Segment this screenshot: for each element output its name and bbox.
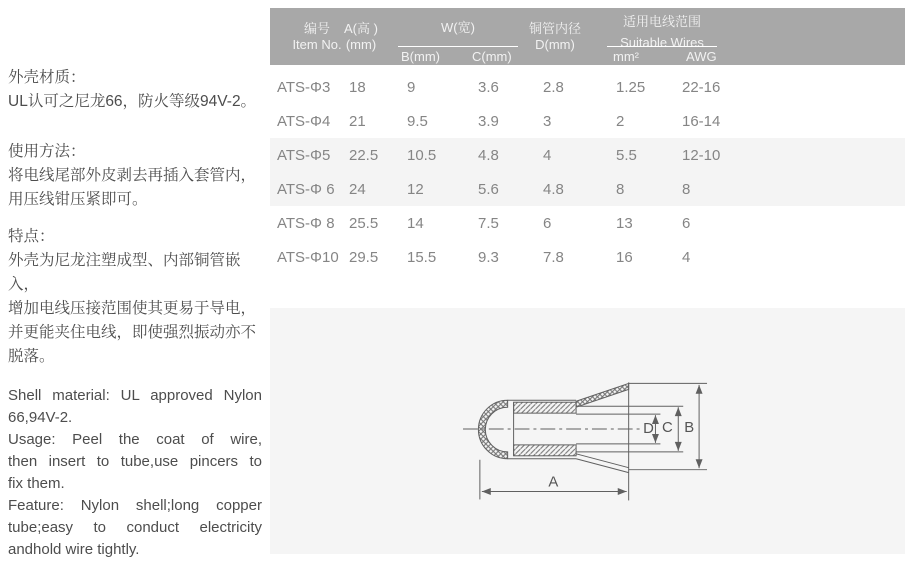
cn-line: 脱落。 (8, 348, 55, 365)
header-c-label: C(mm) (472, 49, 512, 64)
flare-top (576, 383, 629, 407)
cn-line: 增加电线压接范围使其更易于导电， (8, 300, 257, 317)
cell-a: 22.5 (349, 146, 379, 164)
cell-b: 14 (407, 214, 424, 232)
en-line: tube;easy to conduct electricity (8, 519, 262, 536)
table-row (270, 172, 905, 206)
cn-line: 外壳为尼龙注塑成型、内部铜管嵌入， (8, 252, 241, 293)
cell-awg: 22-16 (682, 78, 721, 96)
cell-d: 7.8 (543, 248, 564, 266)
header-wires-sub (607, 46, 717, 64)
en-line: then insert to tube,use pincers to (8, 453, 262, 470)
diagram-panel (270, 308, 905, 554)
cell-item-no: ATS-Φ 6 (277, 180, 335, 198)
cn-paragraph-feature (8, 225, 262, 369)
header-item-cn: 编号 (303, 21, 330, 36)
en-line: 66,94V-2. (8, 409, 73, 426)
en-line: Shell material: UL approved Nylon (8, 387, 262, 404)
cell-awg: 8 (682, 180, 691, 198)
header-wires-cn: 适用电线范围 (622, 14, 701, 29)
cell-item-no: ATS-Φ10 (277, 248, 339, 266)
cell-b: 9.5 (407, 112, 428, 130)
dim-label-a: A (548, 474, 559, 491)
en-line: fix them. (8, 475, 65, 492)
header-w-label: W(宽) (441, 20, 475, 35)
cell-c: 9.3 (478, 248, 499, 266)
header-group-wires (607, 8, 717, 65)
en-line: Feature: Nylon shell;long copper (8, 497, 262, 514)
connector-diagram (270, 308, 905, 554)
en-line: andhold wire tightly. (8, 541, 140, 558)
header-item-en: Item No. (292, 37, 342, 52)
table-row (270, 70, 905, 104)
header-w-sub (398, 46, 518, 64)
cn-line: 使用方法： (8, 143, 86, 160)
header-mm2-label: mm² (613, 49, 639, 64)
cell-awg: 12-10 (682, 146, 721, 164)
table-row (270, 206, 905, 240)
cell-item-no: ATS-Φ3 (277, 78, 331, 96)
cn-line: 用压线钳压紧即可。 (8, 191, 148, 208)
en-description (8, 385, 262, 561)
header-b-label: B(mm) (401, 49, 440, 64)
table-row (270, 240, 905, 274)
header-a-unit: (mm) (345, 37, 377, 52)
cell-item-no: ATS-Φ4 (277, 112, 331, 130)
cell-item-no: ATS-Φ5 (277, 146, 331, 164)
cell-d: 2.8 (543, 78, 564, 96)
cell-a: 24 (349, 180, 366, 198)
dim-label-c: C (661, 419, 673, 436)
header-awg-label: AWG (686, 49, 717, 64)
table-row (270, 138, 905, 172)
header-d-cn: 铜管内径 (528, 21, 581, 36)
cn-paragraph-material (8, 66, 262, 114)
cell-mm2: 8 (616, 180, 625, 198)
cell-mm2: 2 (616, 112, 625, 130)
cn-line: 特点： (8, 228, 55, 245)
copper-tube-bottom (514, 445, 576, 456)
cn-line: UL认可之尼龙66，防火等级94V-2。 (8, 93, 257, 110)
cell-c: 7.5 (478, 214, 499, 232)
table-header (270, 8, 905, 65)
cell-d: 4 (543, 146, 552, 164)
spec-table-body (270, 70, 905, 274)
cell-mm2: 1.25 (616, 78, 646, 96)
cell-mm2: 13 (616, 214, 633, 232)
cell-item-no: ATS-Φ 8 (277, 214, 335, 232)
cell-c: 3.9 (478, 112, 499, 130)
en-line: Usage: Peel the coat of wire, (8, 431, 262, 448)
cell-a: 21 (349, 112, 366, 130)
header-wires-en: Suitable Wires (620, 35, 704, 50)
cell-b: 15.5 (407, 248, 437, 266)
cell-b: 10.5 (407, 146, 437, 164)
dim-label-d: D (643, 420, 654, 437)
dim-label-b: B (684, 419, 695, 436)
cell-b: 12 (407, 180, 424, 198)
header-group-w (398, 8, 518, 65)
header-a-cn: A(高 ) (344, 21, 378, 36)
cell-awg: 6 (682, 214, 691, 232)
cell-a: 25.5 (349, 214, 379, 232)
cell-mm2: 16 (616, 248, 633, 266)
cell-a: 18 (349, 78, 366, 96)
table-row (270, 104, 905, 138)
cell-a: 29.5 (349, 248, 379, 266)
cell-d: 3 (543, 112, 552, 130)
cell-awg: 16-14 (682, 112, 721, 130)
header-group-d (520, 8, 590, 78)
cell-mm2: 5.5 (616, 146, 637, 164)
cn-line: 外壳材质： (8, 69, 86, 86)
cell-c: 4.8 (478, 146, 499, 164)
cell-c: 5.6 (478, 180, 499, 198)
cn-line: 并更能夹住电线，即使强烈振动亦不 (8, 324, 257, 341)
cn-line: 将电线尾部外皮剥去再插入套管内， (8, 167, 257, 184)
header-d-label: D(mm) (535, 37, 575, 52)
cn-paragraph-usage (8, 140, 262, 212)
cell-c: 3.6 (478, 78, 499, 96)
cell-d: 6 (543, 214, 552, 232)
left-panel (8, 66, 262, 561)
cell-d: 4.8 (543, 180, 564, 198)
header-group-a (336, 8, 386, 78)
cell-awg: 4 (682, 248, 691, 266)
copper-tube-top (514, 402, 576, 413)
cell-b: 9 (407, 78, 416, 96)
